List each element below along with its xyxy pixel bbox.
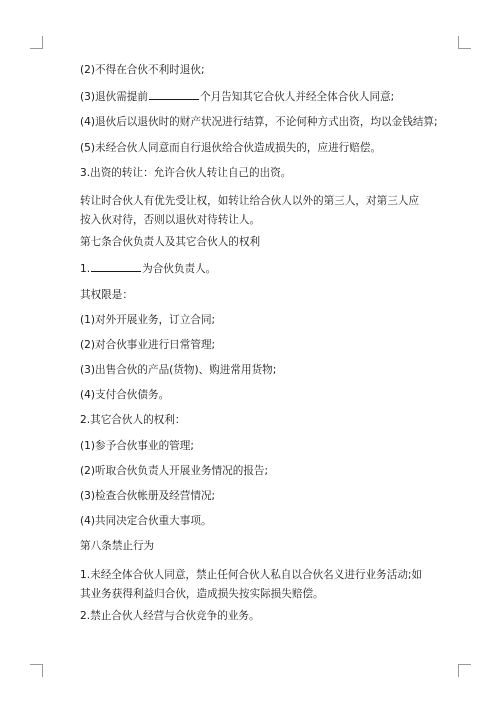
article-7-heading: 第七条合伙负责人及其它合伙人的权利 xyxy=(80,236,261,249)
authority-item-3: (3)出售合伙的产品(货物)、购进常用货物; xyxy=(80,364,277,377)
prohibition-1: 1.未经全体合伙人同意，禁止任何合伙人私自以合伙名义进行业务活动;如其业务获得利益归合伙，造成损失按实际损失赔偿。 xyxy=(80,568,423,600)
authority-item-4: (4)支付合伙债务。 xyxy=(80,389,170,402)
clause-5: (5)未经合伙人同意而自行退伙给合伙造成损失的，应进行赔偿。 xyxy=(80,141,382,154)
crop-mark-bottom-left xyxy=(30,664,43,677)
partner-right-1: (1)参予合伙事业的管理; xyxy=(80,439,194,452)
crop-mark-top-right xyxy=(458,36,471,49)
blank-fill xyxy=(149,89,199,100)
document-body xyxy=(80,64,438,635)
other-partners-heading: 2.其它合伙人的权利： xyxy=(80,414,186,427)
crop-mark-bottom-right xyxy=(458,664,471,677)
partner-right-4: (4)共同决定合伙重大事项。 xyxy=(80,515,212,528)
clause-2: (2)不得在合伙不利时退伙; xyxy=(80,64,205,76)
clause-4: (4)退伙后以退伙时的财产状况进行结算，不论何种方式出资，均以金钱结算; xyxy=(80,116,438,129)
clause-3: (3)退伙需提前 个月告知其它合伙人并经全体合伙人同意; xyxy=(80,91,395,104)
prohibition-2: 2.禁止合伙人经营与合伙竞争的业务。 xyxy=(80,609,260,622)
article-8-heading: 第八条禁止行为 xyxy=(80,540,155,553)
partner-right-3: (3)检查合伙帐册及经营情况; xyxy=(80,490,216,502)
partner-right-2: (2)听取合伙负责人开展业务情况的报告; xyxy=(80,464,269,477)
authority-item-1: (1)对外开展业务，订立合同; xyxy=(80,313,216,326)
authority-heading: 其权限是： xyxy=(80,288,133,301)
section-3-heading: 3.出资的转让：允许合伙人转让自己的出资。 xyxy=(80,166,292,179)
crop-mark-top-left xyxy=(30,36,43,49)
blank-fill xyxy=(91,261,141,272)
responsible-person-line: 1. 为合伙负责人。 xyxy=(80,263,217,276)
transfer-paragraph: 转让时合伙人有优先受让权，如转让给合伙人以外的第三人，对第三人应按入伙对待，否则以退伙对待转让人。 xyxy=(80,194,419,226)
authority-item-2: (2)对合伙事业进行日常管理; xyxy=(80,338,216,351)
